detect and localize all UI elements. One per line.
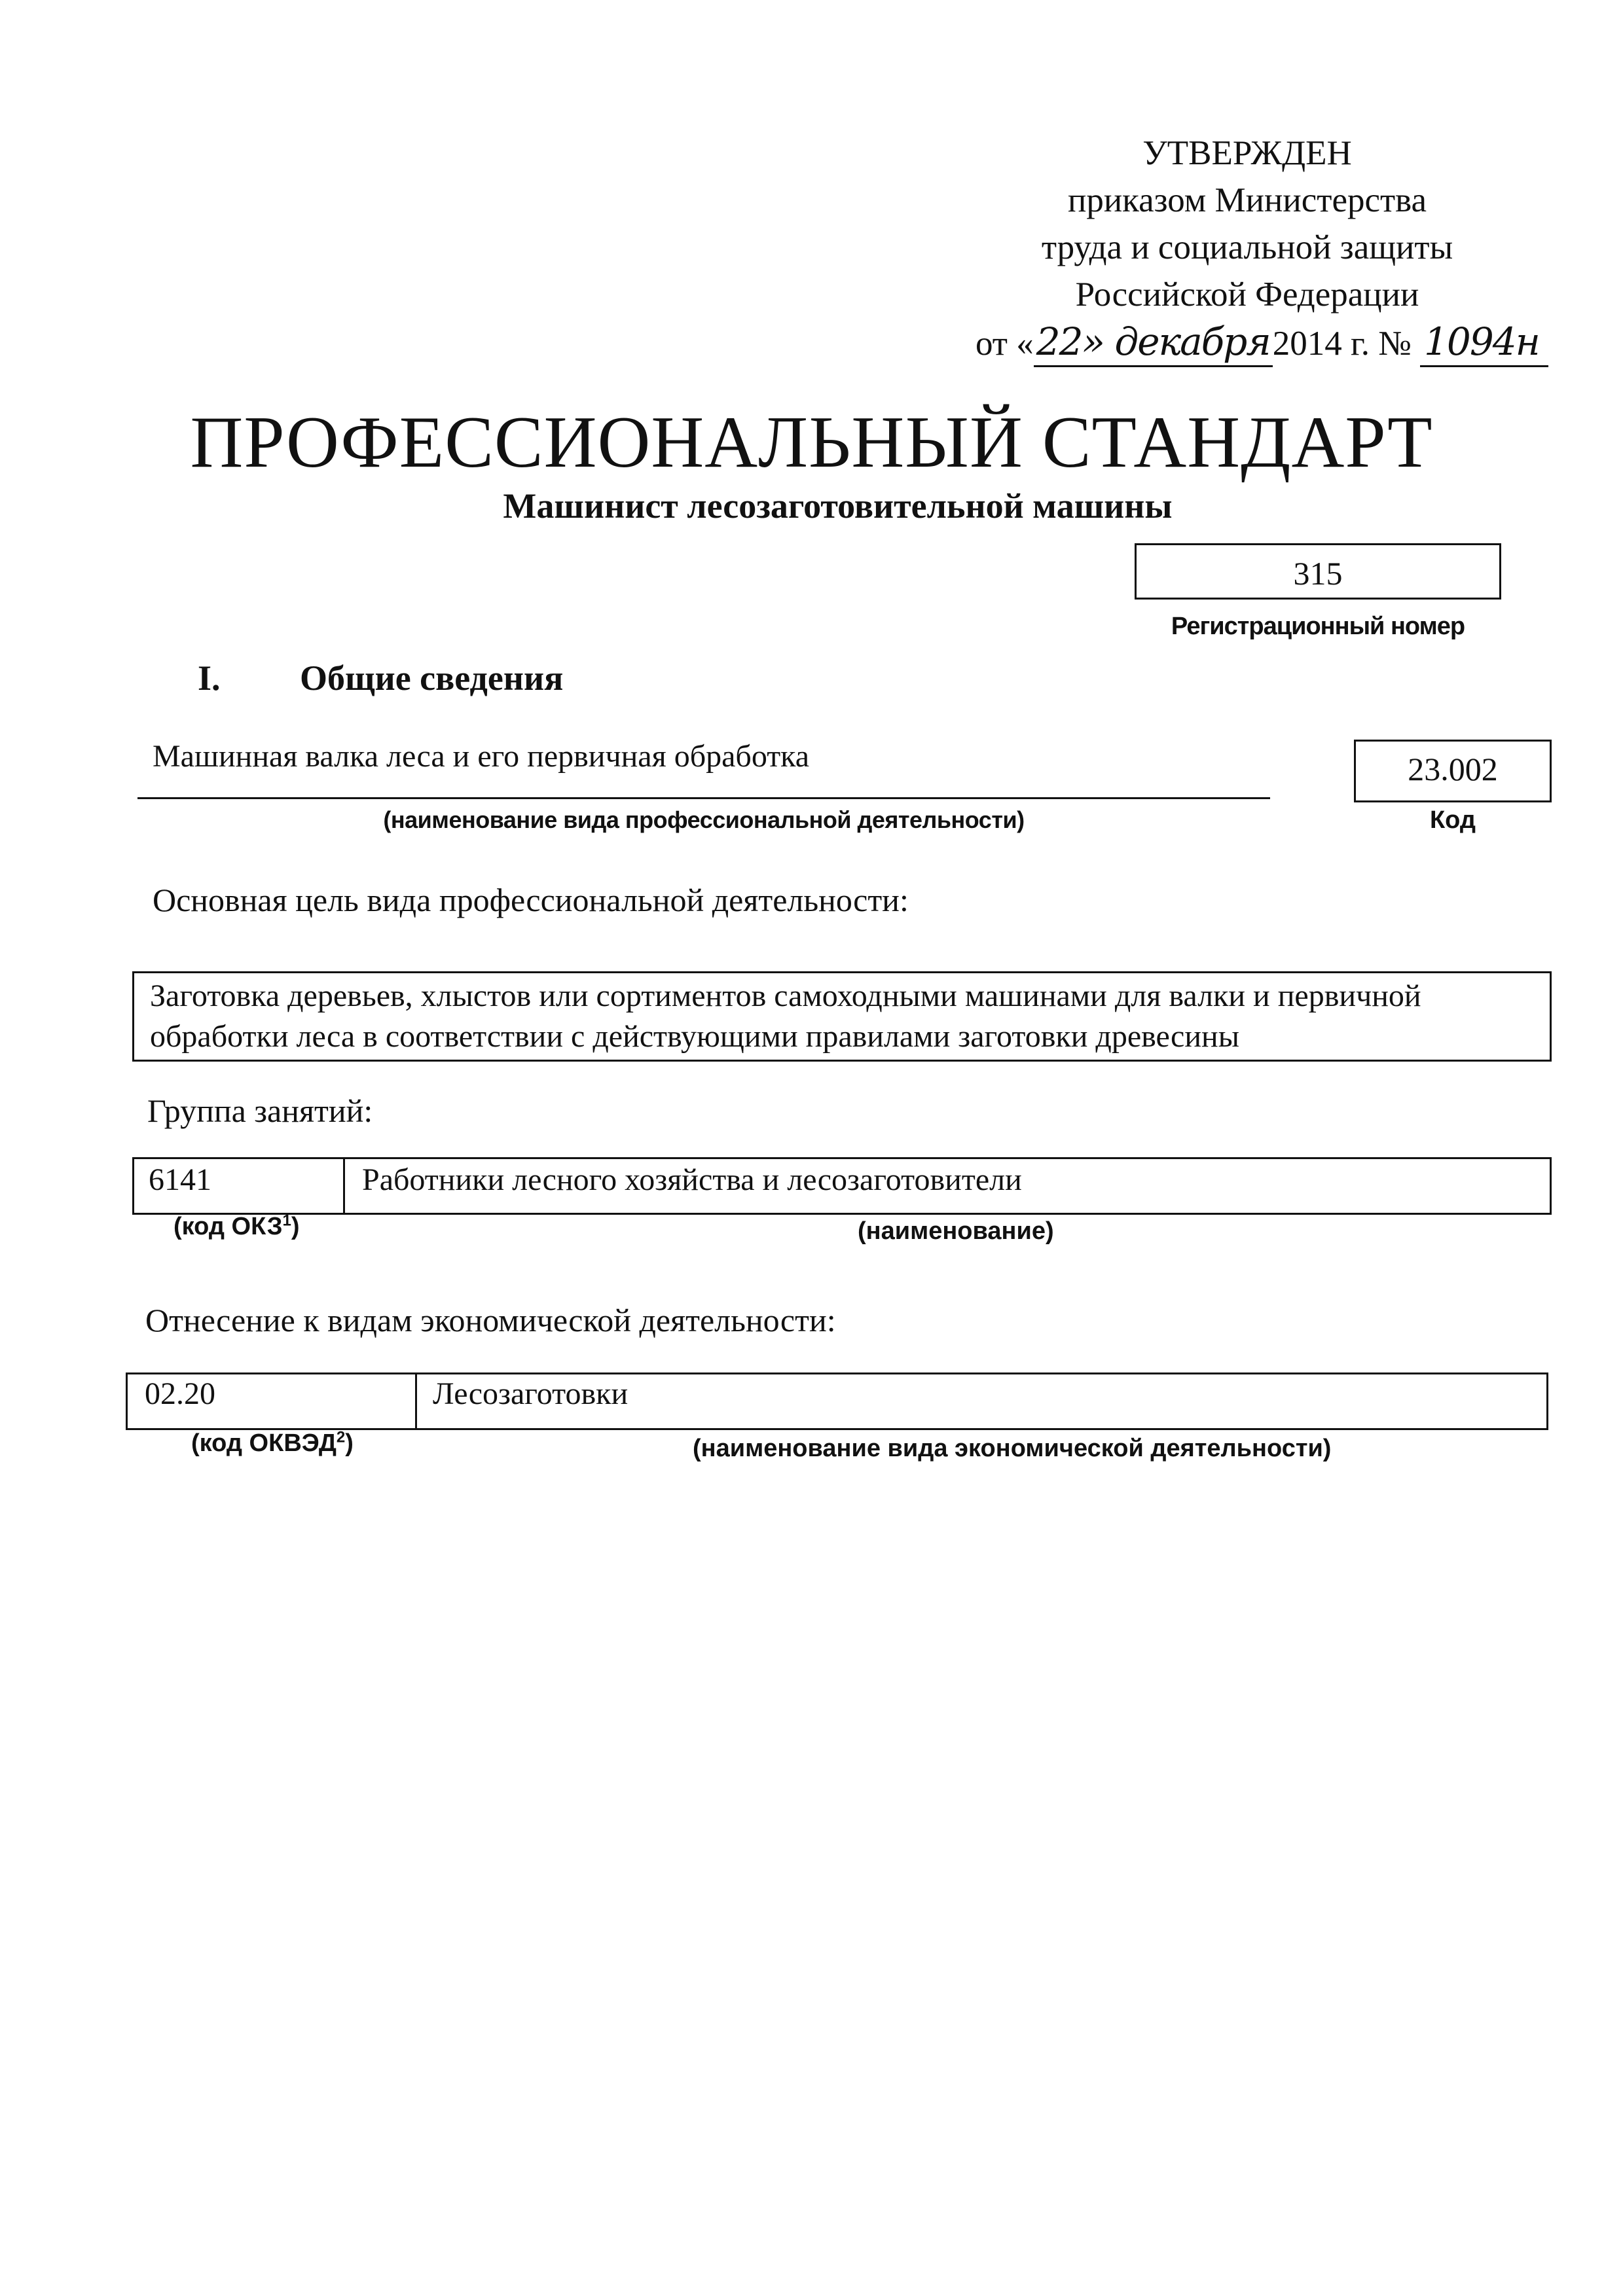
approval-line-4: Российской Федерации: [1075, 276, 1419, 314]
approval-block: [976, 130, 1539, 367]
date-year: 2014 г. №: [1272, 325, 1412, 363]
document-title: ПРОФЕССИОНАЛЬНЫЙ СТАНДАРТ: [190, 402, 1433, 483]
date-prefix: от «: [976, 325, 1034, 363]
group-code-caption: (код ОКЗ$^1$): [173, 1211, 300, 1240]
activity-name: Машинная валка леса и его первичная обработка: [153, 739, 810, 774]
economic-code-caption: (код ОКВЭД$^2$): [191, 1428, 354, 1457]
handwritten-date: 22» декабря: [1034, 318, 1273, 367]
section-number: I.: [198, 658, 221, 698]
footnote-ref-1: 1: [282, 1211, 291, 1230]
approval-line-3: труда и социальной защиты: [1041, 228, 1453, 266]
activity-code-caption: Код: [1429, 806, 1476, 834]
goal-label: Основная цель вида профессиональной деятельности:: [153, 882, 909, 918]
registration-number-caption: Регистрационный номер: [1171, 613, 1465, 640]
activity-code-box: 23.002: [1354, 740, 1552, 802]
economic-code-cell: 02.20: [128, 1374, 417, 1428]
economic-name-caption: (наименование вида экономической деятельности): [693, 1435, 1332, 1462]
group-code-cell: 6141: [134, 1159, 345, 1213]
document-subtitle: Машинист лесозаготовительной машины: [503, 486, 1173, 526]
goal-text-box: Заготовка деревьев, хлыстов или сортиментов самоходными машинами для валки и первичной обработки леса в соответствии с действующими правилами заготовки древесины: [132, 971, 1552, 1062]
group-label: Группа занятий:: [147, 1092, 373, 1129]
approval-date-line: [976, 318, 1539, 367]
group-name-caption: (наименование): [858, 1217, 1054, 1245]
activity-underline: [137, 797, 1270, 799]
economic-name-cell: Лесозаготовки: [433, 1376, 629, 1411]
handwritten-order-number: 1094н: [1420, 318, 1548, 367]
group-name-cell: Работники лесного хозяйства и лесозаготовители: [362, 1162, 1022, 1197]
section-title: Общие сведения: [300, 658, 564, 698]
activity-caption: (наименование вида профессиональной деятельности): [383, 806, 1025, 833]
registration-number-box: 315: [1135, 543, 1501, 600]
footnote-ref-2: 2: [336, 1428, 346, 1446]
approval-line-1: УТВЕРЖДЕН: [1142, 134, 1352, 172]
group-table: [132, 1157, 1552, 1215]
economic-table: [126, 1372, 1548, 1430]
economic-label: Отнесение к видам экономической деятельности:: [145, 1302, 836, 1338]
approval-line-2: приказом Министерства: [1067, 181, 1427, 219]
